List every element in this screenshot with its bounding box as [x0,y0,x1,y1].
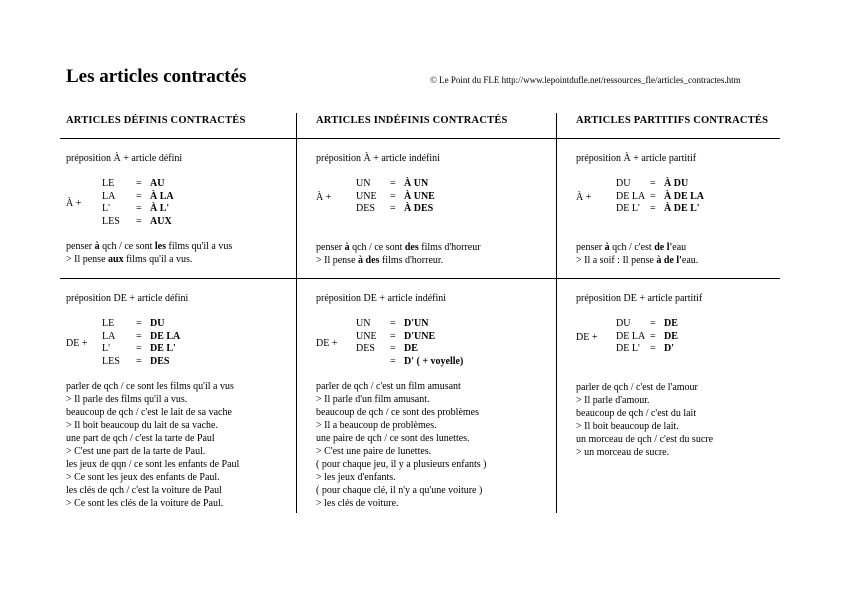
contraction-row [356,343,487,356]
article-text: LA [102,190,116,202]
contraction-row [616,331,713,344]
example-line: penser à qch / ce sont des films d'horreur [316,241,481,253]
example-lines [576,381,713,459]
contraction-row [616,178,704,191]
article-text: DE L' [616,203,640,214]
example-line: parler de qch / ce sont les films qu'il a vus [66,381,234,392]
contraction-row [356,318,487,331]
contraction-row [356,191,481,204]
equals-sign: = [136,330,142,342]
preposition-prefix: À + [316,192,332,203]
equals-sign: = [390,355,396,367]
cell-a-partitifs [576,152,704,267]
example-line: > Il a beaucoup de problèmes. [316,420,437,431]
header-top-rule [60,138,780,139]
example-lines [66,240,232,266]
equals-sign: = [136,215,142,227]
contraction-row [102,343,239,356]
article-text: DU [616,178,631,189]
equals-sign: = [136,203,142,214]
equals-sign: = [390,190,396,202]
equals-sign: = [136,318,142,329]
cell-caption: préposition À + article indéfini [316,153,440,164]
contraction-row [356,331,487,344]
row-divider [60,278,780,279]
contraction-row [356,203,481,216]
contraction-rows [356,318,487,368]
article-text: DE LA [616,190,646,202]
article-text: LES [102,355,120,367]
contracted-form: À UN [404,178,429,189]
cell-b-definis [66,292,239,510]
contraction-row [356,178,481,191]
article-text: DU [616,318,631,329]
example-line: > C'est une part de la tarte de Paul. [66,446,206,457]
equals-sign: = [650,203,656,214]
article-text: UNE [356,190,377,202]
equals-sign: = [136,343,142,354]
example-line: > C'est une paire de lunettes. [316,446,432,457]
cell-a-definis [66,152,232,266]
contraction-table [316,318,487,368]
example-line: > les jeux d'enfants. [316,472,396,483]
contracted-form: DE [664,318,678,329]
cell-caption: préposition DE + article indéfini [316,293,447,304]
contracted-form: À DES [404,203,434,214]
example-line: un morceau de qch / c'est du sucre [576,433,714,445]
contraction-row [616,343,713,356]
example-lines [576,241,704,267]
contraction-row [102,331,239,344]
contracted-form: D' ( + voyelle) [404,355,464,367]
preposition-prefix: DE + [316,338,338,349]
cell-caption: préposition DE + article partitif [576,293,703,304]
example-line: parler de qch / c'est de l'amour [576,381,698,393]
contraction-row [616,203,704,216]
contraction-rows [616,178,704,216]
credit-line: © Le Point du FLE http://www.lepointdufle.net/ressources_fle/articles_contractes.htm [430,75,741,85]
example-line: penser à qch / c'est de l'eau [576,241,687,253]
example-line: ( pour chaque jeu, il y a plusieurs enfants ) [316,459,487,470]
contraction-row [616,318,713,331]
contracted-form: AUX [150,215,172,227]
equals-sign: = [390,318,396,329]
contraction-rows [102,318,239,368]
example-line: > Ce sont les clés de la voiture de Paul. [66,498,224,509]
article-text: L' [102,343,110,354]
contraction-row [616,191,704,204]
contracted-form: DES [150,355,170,367]
example-line: > Il parle d'un film amusant. [316,394,430,405]
contracted-form: D' [664,343,674,354]
contracted-form: D'UNE [404,330,436,342]
example-line: > Il a soif : Il pense à de l'eau. [576,254,699,266]
equals-sign: = [390,330,396,342]
contracted-form: DE [404,343,418,354]
article-text: UN [356,318,371,329]
example-line: > les clés de voiture. [316,498,399,509]
article-text: LE [102,318,115,329]
column-header-indefinis: ARTICLES INDÉFINIS CONTRACTÉS [316,115,508,126]
contraction-row [102,216,232,229]
article-text: LA [102,330,116,342]
cell-b-indefinis [316,292,487,510]
col-divider-2 [556,113,557,513]
equals-sign: = [136,178,142,189]
equals-sign: = [650,318,656,329]
example-line: > Il parle des films qu'il a vus. [66,394,188,405]
article-text: LES [102,215,120,227]
article-text: L' [102,203,110,214]
cell-a-indefinis [316,152,481,267]
preposition-prefix: À + [576,192,592,203]
example-lines [66,380,239,510]
equals-sign: = [650,343,656,354]
contraction-table [316,178,481,216]
example-line: > Il pense à des films d'horreur. [316,254,444,266]
example-line: > Ce sont les jeux des enfants de Paul. [66,472,220,483]
example-line: beaucoup de qch / ce sont des problèmes [316,407,480,418]
equals-sign: = [136,355,142,367]
contraction-rows [616,318,713,356]
cell-caption: préposition DE + article défini [66,293,189,304]
example-line: > Il parle d'amour. [576,394,650,406]
equals-sign: = [390,203,396,214]
preposition-prefix: DE + [576,332,598,343]
contracted-form: À L' [150,203,170,214]
contraction-table [576,318,713,356]
contraction-row [102,318,239,331]
example-line: > Il boit beaucoup de lait. [576,420,679,432]
article-text: UNE [356,330,377,342]
contracted-form: DE LA [150,330,181,342]
col-divider-1 [296,113,297,513]
column-header-partitifs: ARTICLES PARTITIFS CONTRACTÉS [576,115,769,126]
contraction-row [102,178,232,191]
example-lines [316,380,487,510]
contracted-form: À LA [150,190,174,202]
equals-sign: = [650,190,656,202]
example-line: > Il boit beaucoup du lait de sa vache. [66,420,218,431]
article-text: DE L' [616,343,640,354]
example-line: parler de qch / c'est un film amusant [316,381,461,392]
example-line: une part de qch / c'est la tarte de Paul [66,433,215,444]
contraction-row [102,191,232,204]
example-line: > un morceau de sucre. [576,446,670,458]
example-line: penser à qch / ce sont les films qu'il a vus [66,241,233,252]
page-title: Les articles contractés [66,66,247,87]
article-text: DES [356,203,375,214]
preposition-prefix: DE + [66,338,88,349]
example-line: ( pour chaque clé, il n'y a qu'une voiture ) [316,485,483,496]
example-line: beaucoup de qch / c'est du lait [576,407,697,419]
contraction-rows [356,178,481,216]
contracted-form: D'UN [404,318,429,329]
contracted-form: À UNE [404,190,435,202]
article-text: DES [356,343,375,354]
example-line: les jeux de qqn / ce sont les enfants de Paul [66,459,240,470]
contracted-form: À DE L' [664,203,700,214]
contraction-row [102,203,232,216]
contracted-form: À DU [664,178,689,189]
example-line: une paire de qch / ce sont des lunettes. [316,433,470,444]
equals-sign: = [650,330,656,342]
example-lines [316,241,481,267]
example-line: beaucoup de qch / c'est le lait de sa vache [66,407,232,418]
article-text [356,356,390,369]
contraction-table [66,178,232,228]
cell-b-partitifs [576,292,713,459]
contracted-form: À DE LA [664,190,705,202]
cell-caption: préposition À + article partitif [576,153,697,164]
contraction-table [576,178,704,216]
equals-sign: = [650,178,656,189]
contracted-form: AU [150,178,165,189]
column-header-definis: ARTICLES DÉFINIS CONTRACTÉS [66,115,246,126]
contraction-rows [102,178,232,228]
contracted-form: DE L' [150,343,176,354]
article-text: LE [102,178,115,189]
example-line: les clés de qch / c'est la voiture de Paul [66,485,222,496]
cell-caption: préposition À + article défini [66,153,183,164]
equals-sign: = [390,178,396,189]
contracted-form: DE [664,330,678,342]
contracted-form: DU [150,318,165,329]
equals-sign: = [390,343,396,354]
contraction-row [356,356,487,369]
contraction-table [66,318,239,368]
example-line: > Il pense aux films qu'il a vus. [66,254,193,265]
article-text: UN [356,178,371,189]
preposition-prefix: À + [66,198,82,209]
contraction-row [102,356,239,369]
article-text: DE LA [616,330,646,342]
equals-sign: = [136,190,142,202]
